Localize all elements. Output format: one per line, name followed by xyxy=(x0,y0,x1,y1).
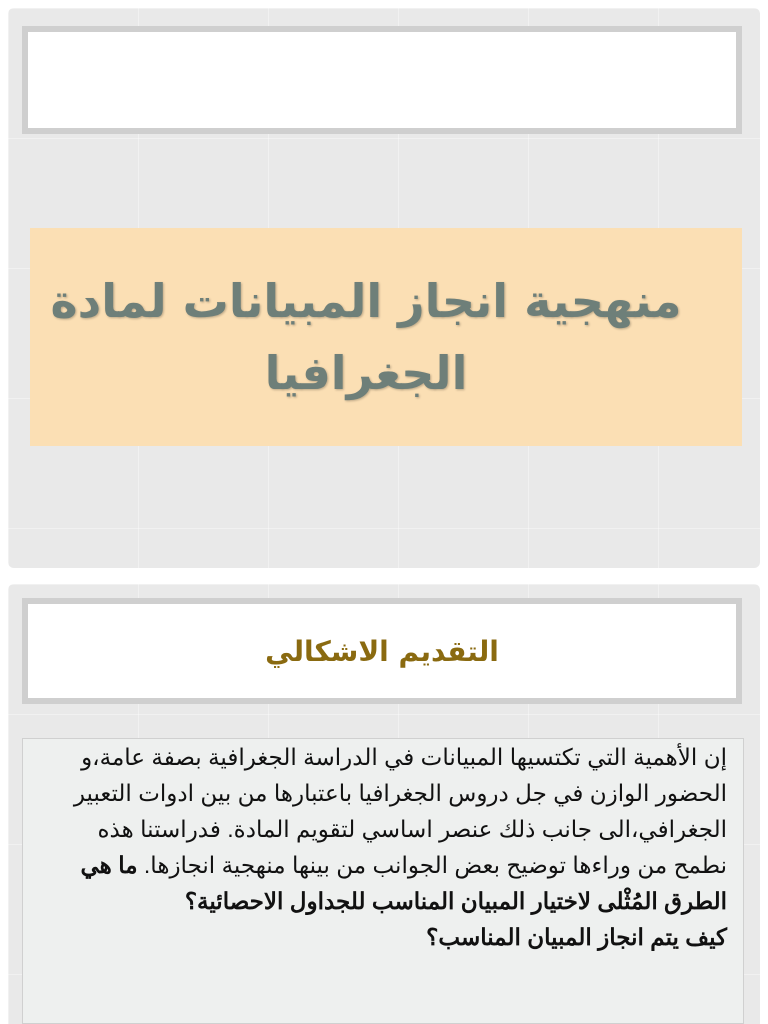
question-1: ما هي الطرق المُثْلى لاختيار المبيان المناسب للجداول الاحصائية؟ xyxy=(80,852,727,914)
question-2: كيف يتم انجاز المبيان المناسب؟ xyxy=(426,924,727,950)
intro-paragraph xyxy=(39,739,727,919)
section-title-box xyxy=(22,598,742,704)
question-2-line xyxy=(39,919,727,955)
presentation-title: منهجية انجاز المبيانات لمادة الجغرافيا xyxy=(50,274,682,400)
body-text-box xyxy=(22,738,744,1024)
intro-slide xyxy=(8,584,760,1024)
section-title: التقديم الاشكالي xyxy=(265,634,499,668)
title-slide xyxy=(8,8,760,568)
intro-text: إن الأهمية التي تكتسيها المبيانات في الدراسة الجغرافية بصفة عامة،و الحضور الوازن في جل دروس الجغرافيا باعتبارها من بين ادوات التعبير الجغرافي،الى جانب ذلك عنصر اساسي لتقويم المادة. فدراستنا هذه نطمح من وراءها توضيح بعض الجوانب من بينها منهجية انجازها. xyxy=(73,744,727,878)
title-placeholder-box xyxy=(22,26,742,134)
title-banner xyxy=(30,228,742,446)
